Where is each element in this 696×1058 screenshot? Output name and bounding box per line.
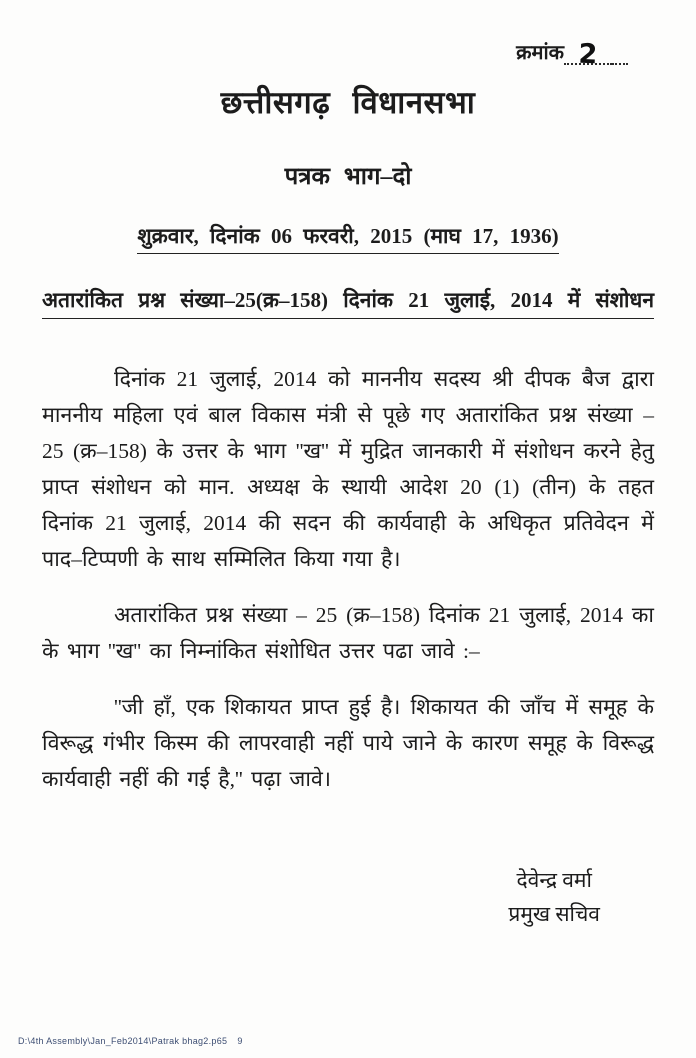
page-title: छत्तीसगढ़ विधानसभा <box>220 85 476 120</box>
footer-page-number: 9 <box>237 1036 243 1046</box>
serial-label: क्रमांक <box>516 42 564 64</box>
serial-number-line <box>42 0 654 71</box>
paragraph-1: दिनांक 21 जुलाई, 2014 को माननीय सदस्य श्री दीपक बैज द्वारा माननीय महिला एवं बाल विकास मंत्री से पूछे गए अतारांकित प्रश्न संख्या – 25 (क्र–158) के उत्तर के भाग ''ख'' में मुद्रित जानकारी में संशोधन करने हेतु प्राप्त संशोधन को मान. अध्यक्ष के स्थायी आदेश 20 (1) (तीन) के तहत दिनांक 21 जुलाई, 2014 की सदन की कार्यवाही के अधिकृत प्रतिवेदन में पाद–टिप्पणी के साथ सम्मिलित किया गया है। <box>42 367 654 571</box>
serial-dotted-line-end <box>612 43 628 65</box>
paragraph-3: ''जी हॉं, एक शिकायत प्राप्त हुई है। शिकायत की जॉंच में समूह के विरूद्ध गंभीर किस्म की लापरवाही नहीं पाये जाने के कारण समूह के विरूद्ध कार्यवाही नहीं की गई है,'' पढ़ा जावे। <box>42 695 654 791</box>
date-line-container <box>42 222 654 254</box>
serial-value-handwritten: 2 <box>578 38 598 71</box>
paragraph-2: अतारांकित प्रश्न संख्या – 25 (क्र–158) दिनांक 21 जुलाई, 2014 का के भाग ''ख'' का निम्नांकित संशोधित उत्तर पढा जावे :– <box>42 603 654 663</box>
signature-block <box>42 863 654 931</box>
serial-dotted-line <box>564 38 612 71</box>
date-line: शुक्रवार, दिनांक 06 फरवरी, 2015 (माघ 17, 1936) <box>137 222 558 254</box>
footer-file-path: D:\4th Assembly\Jan_Feb2014\Patrak bhag2.p65 <box>18 1036 228 1046</box>
signatory-designation: प्रमुख सचिव <box>508 902 600 926</box>
subject-line: अतारांकित प्रश्न संख्या–25(क्र–158) दिनांक 21 जुलाई, 2014 में संशोधन <box>42 286 654 319</box>
footer-line <box>18 1036 243 1046</box>
signatory-name: देवेन्द्र वर्मा <box>516 868 592 892</box>
signature-inner <box>508 863 600 931</box>
document-subtitle: पत्रक भाग–दो <box>284 164 412 190</box>
